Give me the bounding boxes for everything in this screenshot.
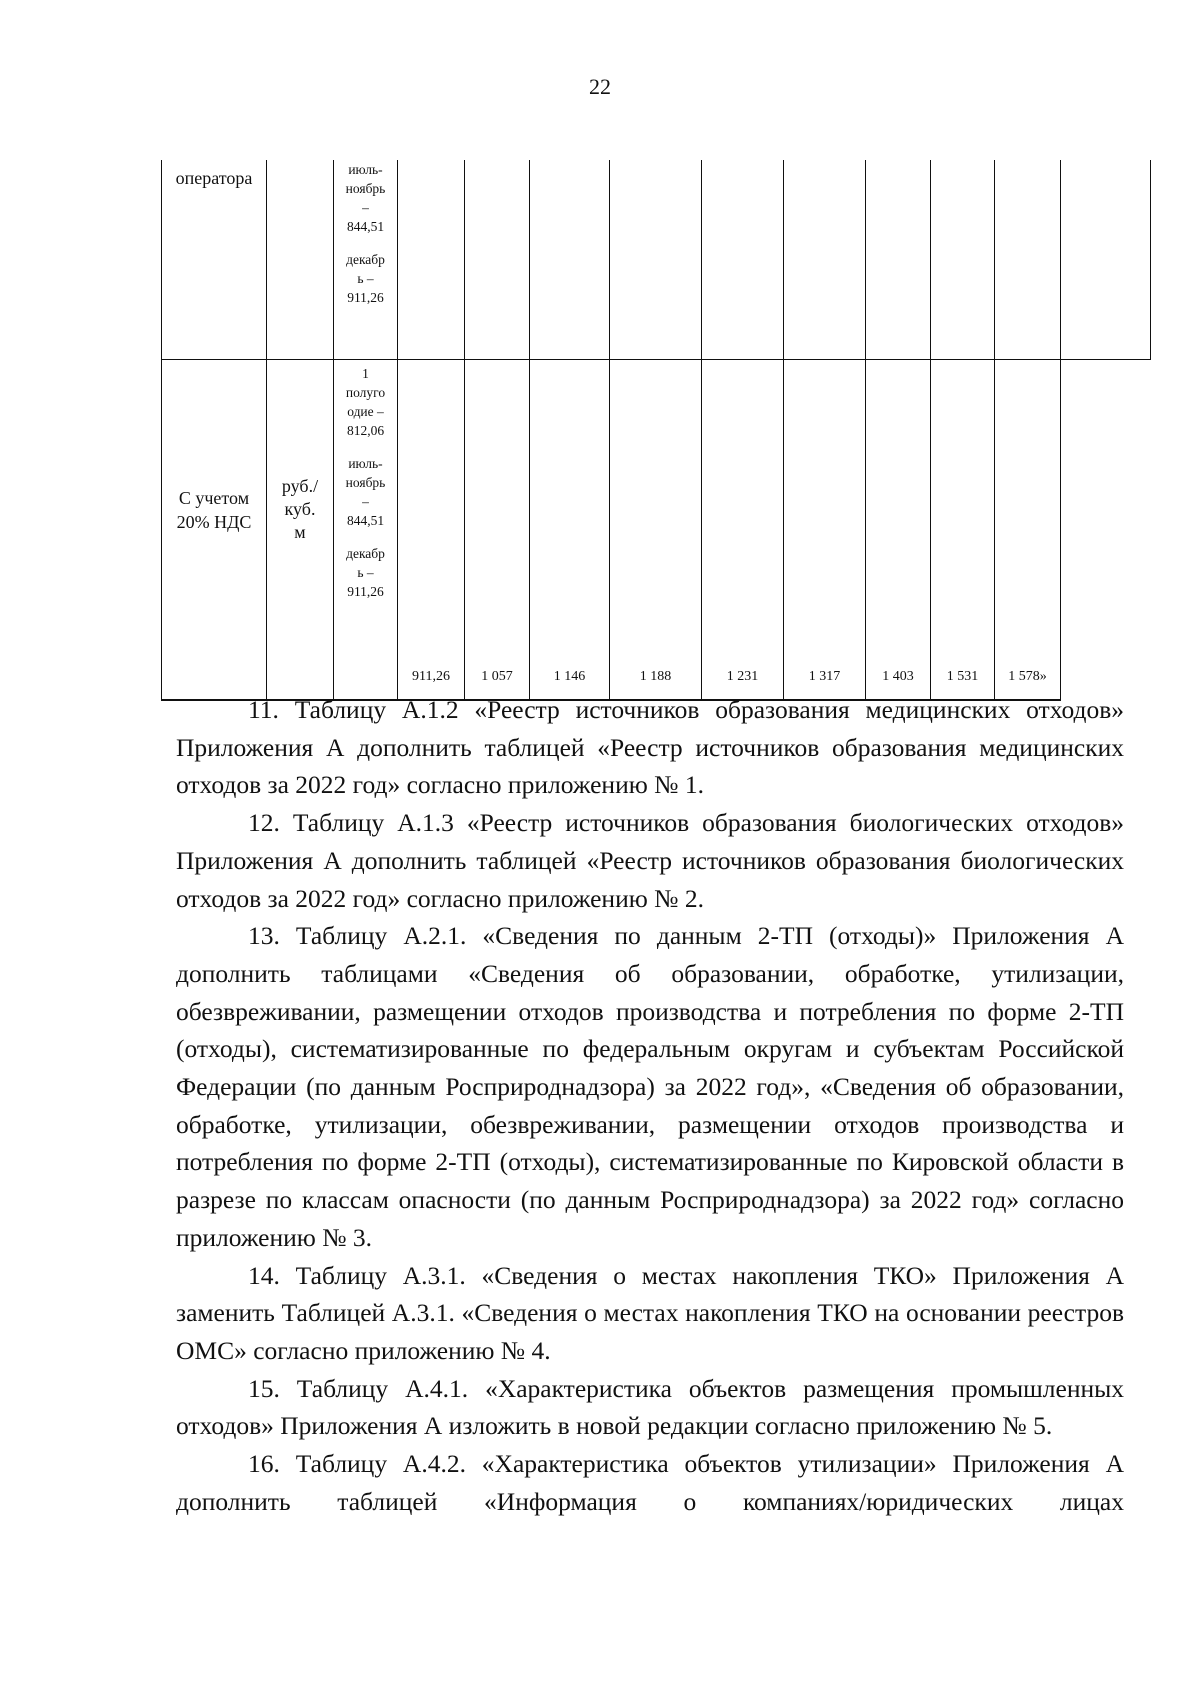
- value-cell: [610, 160, 702, 360]
- period-cell: [334, 360, 398, 701]
- period-line: ноябрь: [345, 475, 386, 490]
- period-line: 812,06: [346, 423, 385, 438]
- paragraph: 14. Таблицу А.3.1. «Сведения о местах накопления ТКО» Приложения А заменить Таблицей А.3.1. «Сведения о местах накопления ТКО на основании реестров ОМС» согласно приложению № 4.: [176, 1260, 1124, 1365]
- period-line: ь –: [357, 565, 374, 580]
- value-cell: [465, 160, 530, 360]
- document-body: [176, 691, 1124, 1520]
- tariff-table: [161, 160, 1151, 701]
- period-line: июль-: [348, 456, 383, 471]
- value-cell: [398, 160, 465, 360]
- value-cell: 1 188: [610, 360, 702, 701]
- period-line: 844,51: [346, 219, 385, 234]
- value-cell: [530, 160, 610, 360]
- table-row: [162, 160, 1151, 360]
- value-cell: 1 231: [702, 360, 784, 701]
- paragraph: 12. Таблицу А.1.3 «Реестр источников образования биологических отходов» Приложения А дополнить таблицей «Реестр источников образования биологических отходов за 2022 год» согласно приложению № 2.: [176, 808, 1124, 913]
- unit-line: куб.: [284, 499, 316, 519]
- period-line: ноябрь: [345, 181, 386, 196]
- unit-cell: [267, 360, 334, 701]
- value-cell: [1061, 160, 1151, 360]
- value-cell: [995, 160, 1061, 360]
- period-cell: [334, 160, 398, 360]
- period-line: –: [362, 494, 369, 509]
- value-cell: [702, 160, 784, 360]
- value-cell: [866, 160, 931, 360]
- unit-cell: [267, 160, 334, 360]
- value-cell: 1 146: [530, 360, 610, 701]
- table-row: [162, 360, 1151, 701]
- period-line: июль-: [348, 162, 383, 177]
- period-line: полуго: [345, 385, 386, 400]
- paragraph: 13. Таблицу А.2.1. «Сведения по данным 2-ТП (отходы)» Приложения А дополнить таблицами «Сведения об образовании, обработке, утилизации, обезвреживании, размещении отходов производства и потребления по форме 2-ТП (отходы), систематизированные по федеральным округам и субъектам Российской Федерации (по данным Росприроднадзора) за 2022 год», «Сведения об образовании, обработке, утилизации, обезвреживании, размещении отходов производства и потребления по форме 2-ТП (отходы), систематизированные по Кировской области в разрезе по классам опасности (по данным Росприроднадзора) за 2022 год» согласно приложению № 3.: [176, 921, 1124, 1252]
- value-cell: 911,26: [398, 360, 465, 701]
- row-label-line: С учетом: [178, 487, 250, 508]
- value-cell: 1 057: [465, 360, 530, 701]
- period-line: декабр: [346, 252, 385, 267]
- value-cell: [931, 160, 995, 360]
- period-line: 911,26: [347, 290, 384, 305]
- period-line: –: [362, 200, 369, 215]
- row-label: [162, 360, 267, 701]
- value-cell: 1 317: [784, 360, 866, 701]
- period-line: ь –: [357, 271, 374, 286]
- period-line: декабр: [346, 546, 385, 561]
- page-number: 22: [589, 74, 611, 99]
- value-cell: 1 578»: [995, 360, 1061, 701]
- period-line: 844,51: [346, 513, 385, 528]
- period-line: одие –: [347, 404, 384, 419]
- row-label: оператора: [162, 160, 267, 360]
- period-line: 1: [362, 366, 369, 381]
- value-cell: [784, 160, 866, 360]
- unit-line: м: [294, 522, 306, 542]
- period-line: 911,26: [347, 584, 384, 599]
- paragraph: 11. Таблицу А.1.2 «Реестр источников образования медицинских отходов» Приложения А дополнить таблицей «Реестр источников образования медицинских отходов за 2022 год» согласно приложению № 1.: [176, 695, 1124, 800]
- row-label-line: 20% НДС: [176, 511, 252, 532]
- unit-line: руб./: [281, 476, 319, 496]
- paragraph: 16. Таблицу А.4.2. «Характеристика объектов утилизации» Приложения А дополнить таблицей «Информация о компаниях/юридических лицах: [176, 1449, 1124, 1516]
- value-cell: 1 531: [931, 360, 995, 701]
- paragraph: 15. Таблицу А.4.1. «Характеристика объектов размещения промышленных отходов» Приложения А изложить в новой редакции согласно приложению № 5.: [176, 1373, 1124, 1441]
- value-cell: 1 403: [866, 360, 931, 701]
